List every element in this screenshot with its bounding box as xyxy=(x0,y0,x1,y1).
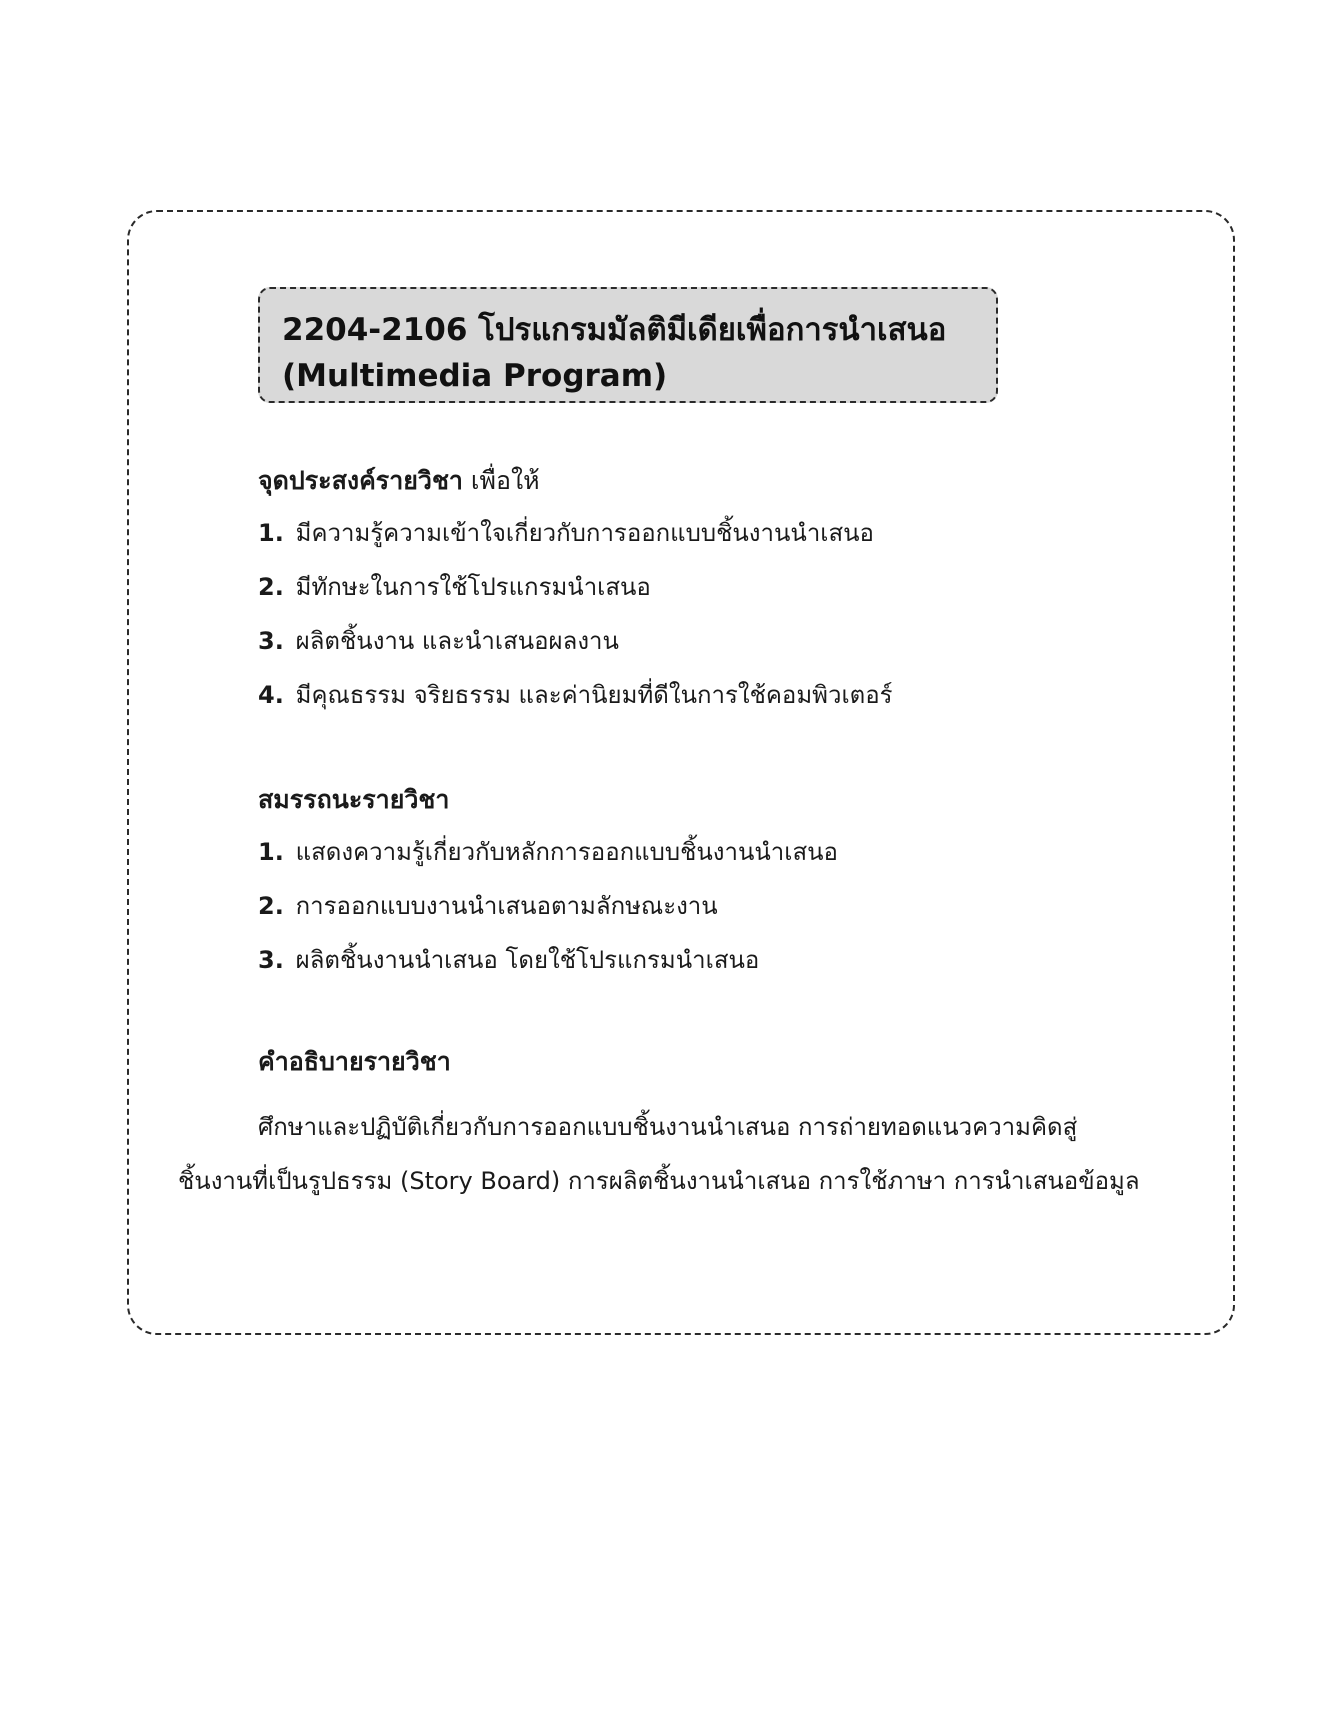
course-title-english: (Multimedia Program) xyxy=(282,358,668,394)
competencies-heading-text: สมรรถนะรายวิชา xyxy=(258,785,450,814)
objective-number: 4. xyxy=(258,681,284,709)
competencies-section xyxy=(258,782,838,978)
objectives-heading-bold: จุดประสงค์รายวิชา xyxy=(258,466,463,495)
objective-item xyxy=(258,677,893,713)
objective-text: ผลิตชิ้นงาน และนำเสนอผลงาน xyxy=(295,627,619,655)
objective-text: มีคุณธรรม จริยธรรม และค่านิยมที่ดีในการใช้คอมพิวเตอร์ xyxy=(295,681,893,709)
objective-text: มีทักษะในการใช้โปรแกรมนำเสนอ xyxy=(295,573,651,601)
competency-item xyxy=(258,942,838,978)
objective-number: 2. xyxy=(258,573,284,601)
description-paragraph xyxy=(178,1100,1184,1208)
competency-item xyxy=(258,834,838,870)
description-line: ชิ้นงานที่เป็นรูปธรรม (Story Board) การผลิตชิ้นงานนำเสนอ การใช้ภาษา การนำเสนอข้อมูล xyxy=(178,1167,1140,1195)
objective-text: มีความรู้ความเข้าใจเกี่ยวกับการออกแบบชิ้นงานนำเสนอ xyxy=(295,519,874,547)
description-line: ศึกษาและปฏิบัติเกี่ยวกับการออกแบบชิ้นงานนำเสนอ การถ่ายทอดแนวความคิดสู่ xyxy=(258,1113,1078,1141)
competencies-heading xyxy=(258,782,838,818)
competency-text: ผลิตชิ้นงานนำเสนอ โดยใช้โปรแกรมนำเสนอ xyxy=(295,946,760,974)
objectives-section xyxy=(258,463,893,713)
objective-item xyxy=(258,515,893,551)
competency-number: 2. xyxy=(258,892,284,920)
description-section xyxy=(258,1044,451,1080)
objective-item xyxy=(258,569,893,605)
objectives-heading xyxy=(258,463,893,499)
competency-text: แสดงความรู้เกี่ยวกับหลักการออกแบบชิ้นงานนำเสนอ xyxy=(295,838,838,866)
objectives-heading-rest: เพื่อให้ xyxy=(462,466,540,495)
course-title: 2204-2106 โปรแกรมมัลติมีเดียเพื่อการนำเสนอ xyxy=(282,312,947,348)
competency-number: 3. xyxy=(258,946,284,974)
description-heading-text: คำอธิบายรายวิชา xyxy=(258,1047,451,1076)
competency-number: 1. xyxy=(258,838,284,866)
competency-text: การออกแบบงานนำเสนอตามลักษณะงาน xyxy=(295,892,718,920)
objective-number: 1. xyxy=(258,519,284,547)
description-heading xyxy=(258,1044,451,1080)
competency-item xyxy=(258,888,838,924)
course-title-box xyxy=(258,287,998,403)
objective-number: 3. xyxy=(258,627,284,655)
objective-item xyxy=(258,623,893,659)
